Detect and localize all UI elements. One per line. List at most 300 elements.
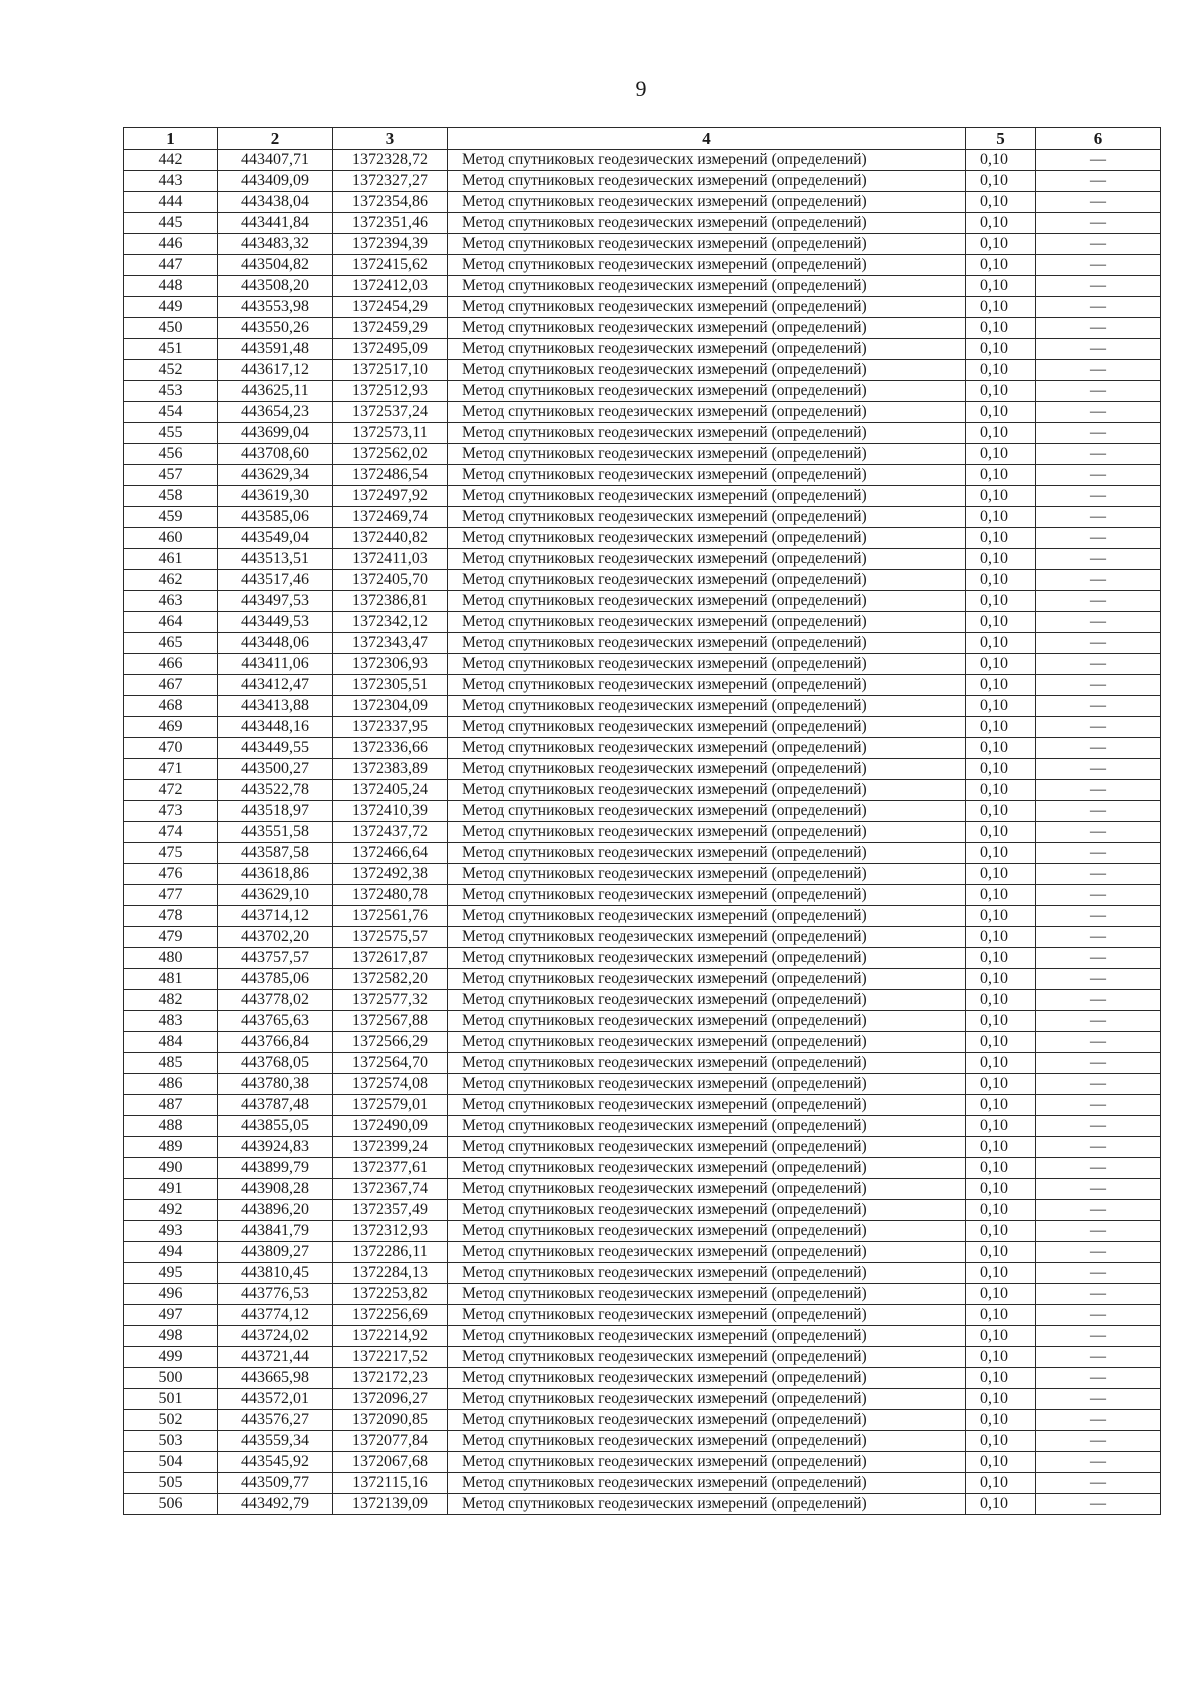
accuracy-cell: 0,10 <box>966 570 1036 591</box>
coordinate-y: 1372566,29 <box>333 1032 448 1053</box>
table-row <box>124 1032 1161 1053</box>
coordinate-y: 1372367,74 <box>333 1179 448 1200</box>
coordinate-x: 443509,77 <box>218 1473 333 1494</box>
coordinate-x: 443774,12 <box>218 1305 333 1326</box>
coordinate-x: 443438,04 <box>218 192 333 213</box>
method-cell: Метод спутниковых геодезических измерений (определений) <box>448 1326 966 1347</box>
method-cell: Метод спутниковых геодезических измерений (определений) <box>448 444 966 465</box>
method-cell: Метод спутниковых геодезических измерений (определений) <box>448 192 966 213</box>
coordinate-x: 443449,53 <box>218 612 333 633</box>
table-row <box>124 780 1161 801</box>
accuracy-cell: 0,10 <box>966 1284 1036 1305</box>
note-cell: — <box>1036 717 1161 738</box>
point-number: 474 <box>124 822 218 843</box>
note-cell: — <box>1036 822 1161 843</box>
coordinate-y: 1372286,11 <box>333 1242 448 1263</box>
note-cell: — <box>1036 801 1161 822</box>
coordinate-y: 1372304,09 <box>333 696 448 717</box>
point-number: 462 <box>124 570 218 591</box>
accuracy-cell: 0,10 <box>966 507 1036 528</box>
table-row <box>124 948 1161 969</box>
coordinate-x: 443550,26 <box>218 318 333 339</box>
point-number: 504 <box>124 1452 218 1473</box>
table-row <box>124 297 1161 318</box>
note-cell: — <box>1036 360 1161 381</box>
point-number: 491 <box>124 1179 218 1200</box>
coordinate-y: 1372410,39 <box>333 801 448 822</box>
method-cell: Метод спутниковых геодезических измерений (определений) <box>448 675 966 696</box>
method-cell: Метод спутниковых геодезических измерений (определений) <box>448 339 966 360</box>
coordinate-x: 443508,20 <box>218 276 333 297</box>
coordinates-table <box>123 127 1161 1515</box>
coordinate-x: 443412,47 <box>218 675 333 696</box>
point-number: 470 <box>124 738 218 759</box>
method-cell: Метод спутниковых геодезических измерений (определений) <box>448 213 966 234</box>
method-cell: Метод спутниковых геодезических измерений (определений) <box>448 402 966 423</box>
coordinate-x: 443785,06 <box>218 969 333 990</box>
coordinate-x: 443908,28 <box>218 1179 333 1200</box>
column-header-4: 4 <box>448 128 966 150</box>
note-cell: — <box>1036 465 1161 486</box>
accuracy-cell: 0,10 <box>966 1095 1036 1116</box>
coordinate-x: 443492,79 <box>218 1494 333 1515</box>
table-row <box>124 192 1161 213</box>
coordinate-x: 443768,05 <box>218 1053 333 1074</box>
table-row <box>124 444 1161 465</box>
method-cell: Метод спутниковых геодезических измерений (определений) <box>448 1053 966 1074</box>
coordinate-x: 443585,06 <box>218 507 333 528</box>
coordinate-x: 443721,44 <box>218 1347 333 1368</box>
point-number: 482 <box>124 990 218 1011</box>
coordinate-y: 1372077,84 <box>333 1431 448 1452</box>
coordinate-y: 1372512,93 <box>333 381 448 402</box>
accuracy-cell: 0,10 <box>966 213 1036 234</box>
column-header-6: 6 <box>1036 128 1161 150</box>
coordinate-y: 1372172,23 <box>333 1368 448 1389</box>
accuracy-cell: 0,10 <box>966 297 1036 318</box>
coordinate-y: 1372342,12 <box>333 612 448 633</box>
table-row <box>124 423 1161 444</box>
coordinate-y: 1372139,09 <box>333 1494 448 1515</box>
coordinate-y: 1372405,24 <box>333 780 448 801</box>
accuracy-cell: 0,10 <box>966 1053 1036 1074</box>
note-cell: — <box>1036 276 1161 297</box>
table-row <box>124 675 1161 696</box>
accuracy-cell: 0,10 <box>966 360 1036 381</box>
table-row <box>124 570 1161 591</box>
accuracy-cell: 0,10 <box>966 717 1036 738</box>
coordinate-x: 443449,55 <box>218 738 333 759</box>
accuracy-cell: 0,10 <box>966 1305 1036 1326</box>
table-row <box>124 1263 1161 1284</box>
note-cell: — <box>1036 612 1161 633</box>
point-number: 456 <box>124 444 218 465</box>
coordinate-x: 443517,46 <box>218 570 333 591</box>
accuracy-cell: 0,10 <box>966 1452 1036 1473</box>
point-number: 458 <box>124 486 218 507</box>
accuracy-cell: 0,10 <box>966 1494 1036 1515</box>
coordinate-x: 443766,84 <box>218 1032 333 1053</box>
table-row <box>124 1179 1161 1200</box>
column-header-2: 2 <box>218 128 333 150</box>
point-number: 483 <box>124 1011 218 1032</box>
method-cell: Метод спутниковых геодезических измерений (определений) <box>448 654 966 675</box>
table-row <box>124 1389 1161 1410</box>
coordinate-x: 443724,02 <box>218 1326 333 1347</box>
point-number: 500 <box>124 1368 218 1389</box>
method-cell: Метод спутниковых геодезических измерений (определений) <box>448 1389 966 1410</box>
coordinate-x: 443619,30 <box>218 486 333 507</box>
table-row <box>124 1242 1161 1263</box>
method-cell: Метод спутниковых геодезических измерений (определений) <box>448 507 966 528</box>
accuracy-cell: 0,10 <box>966 843 1036 864</box>
accuracy-cell: 0,10 <box>966 1431 1036 1452</box>
coordinate-y: 1372437,72 <box>333 822 448 843</box>
method-cell: Метод спутниковых геодезических измерений (определений) <box>448 1242 966 1263</box>
table-row <box>124 1095 1161 1116</box>
coordinate-y: 1372096,27 <box>333 1389 448 1410</box>
coordinate-y: 1372343,47 <box>333 633 448 654</box>
note-cell: — <box>1036 759 1161 780</box>
coordinate-y: 1372090,85 <box>333 1410 448 1431</box>
note-cell: — <box>1036 948 1161 969</box>
coordinate-y: 1372214,92 <box>333 1326 448 1347</box>
table-row <box>124 1116 1161 1137</box>
coordinate-x: 443522,78 <box>218 780 333 801</box>
point-number: 446 <box>124 234 218 255</box>
table-header-row <box>124 128 1161 150</box>
coordinate-y: 1372490,09 <box>333 1116 448 1137</box>
coordinate-x: 443810,45 <box>218 1263 333 1284</box>
coordinate-x: 443699,04 <box>218 423 333 444</box>
method-cell: Метод спутниковых геодезических измерений (определений) <box>448 780 966 801</box>
table-row <box>124 738 1161 759</box>
coordinate-x: 443448,06 <box>218 633 333 654</box>
coordinate-y: 1372469,74 <box>333 507 448 528</box>
coordinate-y: 1372486,54 <box>333 465 448 486</box>
point-number: 488 <box>124 1116 218 1137</box>
table-row <box>124 255 1161 276</box>
table-row <box>124 549 1161 570</box>
table-row <box>124 318 1161 339</box>
note-cell: — <box>1036 192 1161 213</box>
method-cell: Метод спутниковых геодезических измерений (определений) <box>448 381 966 402</box>
coordinate-x: 443513,51 <box>218 549 333 570</box>
coordinate-x: 443841,79 <box>218 1221 333 1242</box>
table-row <box>124 402 1161 423</box>
point-number: 487 <box>124 1095 218 1116</box>
point-number: 461 <box>124 549 218 570</box>
note-cell: — <box>1036 1116 1161 1137</box>
coordinate-y: 1372579,01 <box>333 1095 448 1116</box>
method-cell: Метод спутниковых геодезических измерений (определений) <box>448 885 966 906</box>
table-row <box>124 1410 1161 1431</box>
note-cell: — <box>1036 1158 1161 1179</box>
point-number: 465 <box>124 633 218 654</box>
coordinate-x: 443553,98 <box>218 297 333 318</box>
method-cell: Метод спутниковых геодезических измерений (определений) <box>448 1179 966 1200</box>
method-cell: Метод спутниковых геодезических измерений (определений) <box>448 843 966 864</box>
accuracy-cell: 0,10 <box>966 759 1036 780</box>
note-cell: — <box>1036 654 1161 675</box>
accuracy-cell: 0,10 <box>966 801 1036 822</box>
point-number: 499 <box>124 1347 218 1368</box>
accuracy-cell: 0,10 <box>966 969 1036 990</box>
table-row <box>124 507 1161 528</box>
table-row <box>124 1221 1161 1242</box>
table-row <box>124 381 1161 402</box>
table-row <box>124 696 1161 717</box>
note-cell: — <box>1036 1032 1161 1053</box>
point-number: 468 <box>124 696 218 717</box>
point-number: 471 <box>124 759 218 780</box>
method-cell: Метод спутниковых геодезических измерений (определений) <box>448 822 966 843</box>
coordinate-y: 1372497,92 <box>333 486 448 507</box>
note-cell: — <box>1036 1452 1161 1473</box>
coordinate-y: 1372115,16 <box>333 1473 448 1494</box>
point-number: 486 <box>124 1074 218 1095</box>
coordinate-x: 443483,32 <box>218 234 333 255</box>
note-cell: — <box>1036 780 1161 801</box>
method-cell: Метод спутниковых геодезических измерений (определений) <box>448 549 966 570</box>
note-cell: — <box>1036 738 1161 759</box>
accuracy-cell: 0,10 <box>966 528 1036 549</box>
coordinate-y: 1372564,70 <box>333 1053 448 1074</box>
note-cell: — <box>1036 1200 1161 1221</box>
coordinate-y: 1372617,87 <box>333 948 448 969</box>
method-cell: Метод спутниковых геодезических измерений (определений) <box>448 1011 966 1032</box>
accuracy-cell: 0,10 <box>966 633 1036 654</box>
accuracy-cell: 0,10 <box>966 738 1036 759</box>
coordinate-y: 1372537,24 <box>333 402 448 423</box>
note-cell: — <box>1036 633 1161 654</box>
accuracy-cell: 0,10 <box>966 1263 1036 1284</box>
accuracy-cell: 0,10 <box>966 591 1036 612</box>
method-cell: Метод спутниковых геодезических измерений (определений) <box>448 1221 966 1242</box>
point-number: 476 <box>124 864 218 885</box>
coordinate-y: 1372312,93 <box>333 1221 448 1242</box>
point-number: 497 <box>124 1305 218 1326</box>
coordinate-x: 443587,58 <box>218 843 333 864</box>
coordinate-x: 443618,86 <box>218 864 333 885</box>
table-row <box>124 969 1161 990</box>
coordinate-y: 1372561,76 <box>333 906 448 927</box>
method-cell: Метод спутниковых геодезических измерений (определений) <box>448 738 966 759</box>
coordinate-x: 443924,83 <box>218 1137 333 1158</box>
table-row <box>124 339 1161 360</box>
method-cell: Метод спутниковых геодезических измерений (определений) <box>448 465 966 486</box>
coordinate-y: 1372582,20 <box>333 969 448 990</box>
note-cell: — <box>1036 381 1161 402</box>
coordinate-y: 1372327,27 <box>333 171 448 192</box>
note-cell: — <box>1036 444 1161 465</box>
accuracy-cell: 0,10 <box>966 948 1036 969</box>
accuracy-cell: 0,10 <box>966 654 1036 675</box>
method-cell: Метод спутниковых геодезических измерений (определений) <box>448 528 966 549</box>
method-cell: Метод спутниковых геодезических измерений (определений) <box>448 1368 966 1389</box>
coordinate-y: 1372336,66 <box>333 738 448 759</box>
column-header-1: 1 <box>124 128 218 150</box>
note-cell: — <box>1036 843 1161 864</box>
table-row <box>124 843 1161 864</box>
point-number: 490 <box>124 1158 218 1179</box>
accuracy-cell: 0,10 <box>966 990 1036 1011</box>
point-number: 451 <box>124 339 218 360</box>
note-cell: — <box>1036 906 1161 927</box>
method-cell: Метод спутниковых геодезических измерений (определений) <box>448 486 966 507</box>
coordinate-x: 443407,71 <box>218 150 333 171</box>
note-cell: — <box>1036 1389 1161 1410</box>
point-number: 459 <box>124 507 218 528</box>
accuracy-cell: 0,10 <box>966 465 1036 486</box>
method-cell: Метод спутниковых геодезических измерений (определений) <box>448 234 966 255</box>
method-cell: Метод спутниковых геодезических измерений (определений) <box>448 633 966 654</box>
point-number: 442 <box>124 150 218 171</box>
coordinate-y: 1372562,02 <box>333 444 448 465</box>
note-cell: — <box>1036 1410 1161 1431</box>
coordinate-x: 443765,63 <box>218 1011 333 1032</box>
method-cell: Метод спутниковых геодезических измерений (определений) <box>448 717 966 738</box>
method-cell: Метод спутниковых геодезических измерений (определений) <box>448 696 966 717</box>
coordinate-x: 443625,11 <box>218 381 333 402</box>
coordinate-y: 1372411,03 <box>333 549 448 570</box>
accuracy-cell: 0,10 <box>966 318 1036 339</box>
note-cell: — <box>1036 1011 1161 1032</box>
point-number: 505 <box>124 1473 218 1494</box>
point-number: 485 <box>124 1053 218 1074</box>
table-row <box>124 927 1161 948</box>
point-number: 444 <box>124 192 218 213</box>
method-cell: Метод спутниковых геодезических измерений (определений) <box>448 1116 966 1137</box>
note-cell: — <box>1036 1074 1161 1095</box>
point-number: 479 <box>124 927 218 948</box>
coordinate-x: 443551,58 <box>218 822 333 843</box>
coordinate-x: 443411,06 <box>218 654 333 675</box>
note-cell: — <box>1036 990 1161 1011</box>
point-number: 460 <box>124 528 218 549</box>
accuracy-cell: 0,10 <box>966 1116 1036 1137</box>
method-cell: Метод спутниковых геодезических измерений (определений) <box>448 969 966 990</box>
method-cell: Метод спутниковых геодезических измерений (определений) <box>448 906 966 927</box>
coordinate-y: 1372459,29 <box>333 318 448 339</box>
coordinate-x: 443413,88 <box>218 696 333 717</box>
table-row <box>124 1473 1161 1494</box>
coordinate-x: 443787,48 <box>218 1095 333 1116</box>
point-number: 496 <box>124 1284 218 1305</box>
method-cell: Метод спутниковых геодезических измерений (определений) <box>448 150 966 171</box>
coordinate-x: 443518,97 <box>218 801 333 822</box>
table-row <box>124 801 1161 822</box>
accuracy-cell: 0,10 <box>966 339 1036 360</box>
coordinate-y: 1372480,78 <box>333 885 448 906</box>
coordinate-y: 1372495,09 <box>333 339 448 360</box>
point-number: 506 <box>124 1494 218 1515</box>
table-row <box>124 528 1161 549</box>
method-cell: Метод спутниковых геодезических измерений (определений) <box>448 1095 966 1116</box>
coordinate-y: 1372386,81 <box>333 591 448 612</box>
table-row <box>124 1200 1161 1221</box>
note-cell: — <box>1036 549 1161 570</box>
table-row <box>124 234 1161 255</box>
method-cell: Метод спутниковых геодезических измерений (определений) <box>448 1263 966 1284</box>
coordinate-y: 1372415,62 <box>333 255 448 276</box>
point-number: 467 <box>124 675 218 696</box>
method-cell: Метод спутниковых геодезических измерений (определений) <box>448 1137 966 1158</box>
coordinate-x: 443654,23 <box>218 402 333 423</box>
accuracy-cell: 0,10 <box>966 1137 1036 1158</box>
note-cell: — <box>1036 675 1161 696</box>
accuracy-cell: 0,10 <box>966 444 1036 465</box>
accuracy-cell: 0,10 <box>966 1200 1036 1221</box>
table-row <box>124 150 1161 171</box>
point-number: 494 <box>124 1242 218 1263</box>
table-row <box>124 213 1161 234</box>
point-number: 464 <box>124 612 218 633</box>
table-row <box>124 1053 1161 1074</box>
note-cell: — <box>1036 1242 1161 1263</box>
note-cell: — <box>1036 1095 1161 1116</box>
accuracy-cell: 0,10 <box>966 1221 1036 1242</box>
method-cell: Метод спутниковых геодезических измерений (определений) <box>448 318 966 339</box>
note-cell: — <box>1036 969 1161 990</box>
point-number: 473 <box>124 801 218 822</box>
table-row <box>124 1137 1161 1158</box>
method-cell: Метод спутниковых геодезических измерений (определений) <box>448 171 966 192</box>
coordinate-y: 1372337,95 <box>333 717 448 738</box>
note-cell: — <box>1036 1263 1161 1284</box>
method-cell: Метод спутниковых геодезических измерений (определений) <box>448 1347 966 1368</box>
coordinate-y: 1372377,61 <box>333 1158 448 1179</box>
coordinate-x: 443629,34 <box>218 465 333 486</box>
accuracy-cell: 0,10 <box>966 822 1036 843</box>
table-row <box>124 1074 1161 1095</box>
coordinate-x: 443572,01 <box>218 1389 333 1410</box>
note-cell: — <box>1036 150 1161 171</box>
method-cell: Метод спутниковых геодезических измерений (определений) <box>448 1284 966 1305</box>
coordinate-y: 1372354,86 <box>333 192 448 213</box>
note-cell: — <box>1036 1494 1161 1515</box>
table-row <box>124 1284 1161 1305</box>
point-number: 457 <box>124 465 218 486</box>
point-number: 452 <box>124 360 218 381</box>
point-number: 498 <box>124 1326 218 1347</box>
method-cell: Метод спутниковых геодезических измерений (определений) <box>448 276 966 297</box>
method-cell: Метод спутниковых геодезических измерений (определений) <box>448 927 966 948</box>
accuracy-cell: 0,10 <box>966 885 1036 906</box>
accuracy-cell: 0,10 <box>966 423 1036 444</box>
coordinate-x: 443778,02 <box>218 990 333 1011</box>
method-cell: Метод спутниковых геодезических измерений (определений) <box>448 1452 966 1473</box>
accuracy-cell: 0,10 <box>966 906 1036 927</box>
note-cell: — <box>1036 1326 1161 1347</box>
note-cell: — <box>1036 1368 1161 1389</box>
accuracy-cell: 0,10 <box>966 1473 1036 1494</box>
table-body <box>124 150 1161 1515</box>
method-cell: Метод спутниковых геодезических измерений (определений) <box>448 297 966 318</box>
point-number: 463 <box>124 591 218 612</box>
method-cell: Метод спутниковых геодезических измерений (определений) <box>448 1494 966 1515</box>
accuracy-cell: 0,10 <box>966 927 1036 948</box>
coordinate-y: 1372577,32 <box>333 990 448 1011</box>
accuracy-cell: 0,10 <box>966 549 1036 570</box>
point-number: 445 <box>124 213 218 234</box>
accuracy-cell: 0,10 <box>966 1410 1036 1431</box>
table-row <box>124 906 1161 927</box>
accuracy-cell: 0,10 <box>966 150 1036 171</box>
point-number: 466 <box>124 654 218 675</box>
note-cell: — <box>1036 1473 1161 1494</box>
coordinate-x: 443702,20 <box>218 927 333 948</box>
